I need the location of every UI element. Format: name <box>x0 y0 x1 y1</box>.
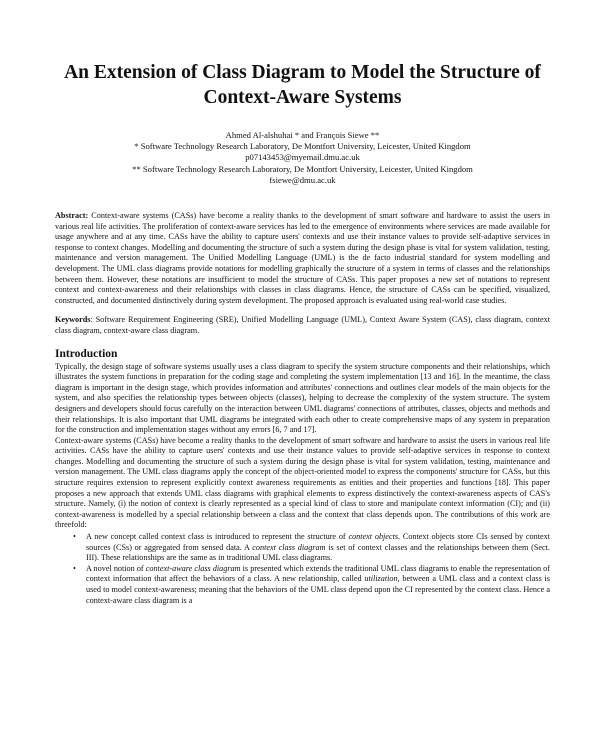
keywords-text: : Software Requirement Engineering (SRE), Unified Modelling Language (UML), Context Aware System (CAS), class diagram, context class diagram, context-aware class diagram. <box>55 315 550 335</box>
author-names: Ahmed Al-alshuhai * and François Siewe ** <box>225 130 380 140</box>
bullet-icon: • <box>73 532 76 542</box>
section-heading-introduction: Introduction <box>55 347 118 360</box>
bullet-1-text-e: is set of context classes and the relationships between them (Sect. III). These relationships are the same as in traditional UML class diagrams. <box>86 542 550 563</box>
author-block <box>55 130 550 186</box>
bullet-2-text-c: is presented which extends the traditional UML class diagrams to enable the representation of context information that affect the behaviors of a class. A new relationship, called <box>86 563 550 584</box>
keywords-label: Keywords <box>55 315 91 325</box>
intro-paragraph-2: Context-aware systems (CASs) have become a reality thanks to the development of smart software and hardware to assist the users in various real life activities. CASs have the ability to capture users' contexts and use their instance values to provide self-adaptive services in response to context changes. Modelling and documenting the structure of such a system during the design phase is vital for system validation, testing, maintenance and version management. The UML class diagrams apply the concept of the object-oriented model to express the components' structure for CASs, but this structure requires extension to represent explicitly context awareness requirements as entities and their properties and functions [18]. This paper proposes a new approach that extends UML class diagrams with graphical elements to express distinctively the context-awareness aspects of CAS's structure. Namely, (i) the notion of context is clearly represented as a special kind of class to store and manipulate context information (CI); and (ii) context-awareness is modelled by a special relationship between a class and the context that class depends upon. The contributions of this work are threefold: <box>55 435 550 530</box>
abstract-label: Abstract: <box>55 211 89 221</box>
affiliation-1: * Software Technology Research Laboratory, De Montfort University, Leicester, United Kingdom <box>134 141 471 152</box>
bullet-1-text-c: . Context objects store CIs sensed by context sources (CSs) or aggregated from sensed data. A <box>86 532 550 552</box>
bullet-icon: • <box>73 563 76 573</box>
bullet-2-text-d: utilization <box>364 574 398 584</box>
list-item <box>73 532 550 564</box>
bullet-1-text-a: A new concept called context class is introduced to represent the structure of <box>86 532 349 542</box>
email-2: fsiewe@dmu.ac.uk <box>269 174 336 185</box>
bullet-2-text-e: , between a UML class and a context class is used to model context-awareness; meaning that the behaviors of the UML class depend upon the CI represented by the context class. Hence a context-aware class diagram is a <box>86 574 550 605</box>
email-1: p07143453@myemail.dmu.ac.uk <box>245 152 360 163</box>
keywords <box>55 315 550 336</box>
affiliation-2: ** Software Technology Research Laboratory, De Montfort University, Leicester, United Kingdom <box>132 163 473 174</box>
paper-title: An Extension of Class Diagram to Model the Structure of Context-Aware Systems <box>64 62 541 108</box>
bullet-1-text-d: context class diagram <box>252 542 326 552</box>
bullet-1-text-b: context objects <box>348 532 399 542</box>
bullet-2-text-a: A novel notion of <box>86 563 146 573</box>
list-item <box>73 563 550 606</box>
contributions-list <box>55 532 550 606</box>
abstract <box>55 211 550 306</box>
abstract-text: Context-aware systems (CASs) have become a reality thanks to the development of smart software and hardware to assist the users in various real life activities. The proliferation of context-aware services has led to the emergence of environments where services are made available for usage anywhere and at any time. CASs have the ability to capture users' contexts and use their instance values to provide self-adaptive services in response to context changes. Modelling and documenting the structure of such a system during the design phase is vital for system validation, testing, maintenance and version management. The Unified Modelling Language (UML) is the de facto industrial standard for system modelling and development. The UML class diagrams provide notations for modelling graphically the structure of a system in terms of classes and the relationships between them. However, these notations are insufficient to model the structure of CASs. This paper proposes a new set of notations to represent context and context-awareness and their relationships with classes in class diagrams. Hence, the structure of CASs can be specified, visualized, constructed, and documented distinctively during system development. The proposed approach is evaluated using real-world case studies. <box>55 211 550 305</box>
intro-paragraph-1: Typically, the design stage of software systems usually uses a class diagram to specify the system structure components and their relationships, which illustrates the system functions in preparation for the coding stage and completing the system implementation [13 and 16]. In the meantime, the class diagram is important in the design stage, which provides information and attributes' connections and outlines clear models of the main objects for the system, and also specifies the relationship types between objects (classes), helping to decrease the complexity of the system structure. The system designers and developers should focus carefully on the interaction between UML diagrams' connections of attributes, classes, objects and methods and their relationships. It is also important that UML diagrams be integrated with each other to create comprehensive maps of any system in preparation for the construction and implementation stages without any errors [6, 7 and 17]. <box>55 361 550 435</box>
bullet-2-text-b: context-aware class diagram <box>145 563 241 573</box>
